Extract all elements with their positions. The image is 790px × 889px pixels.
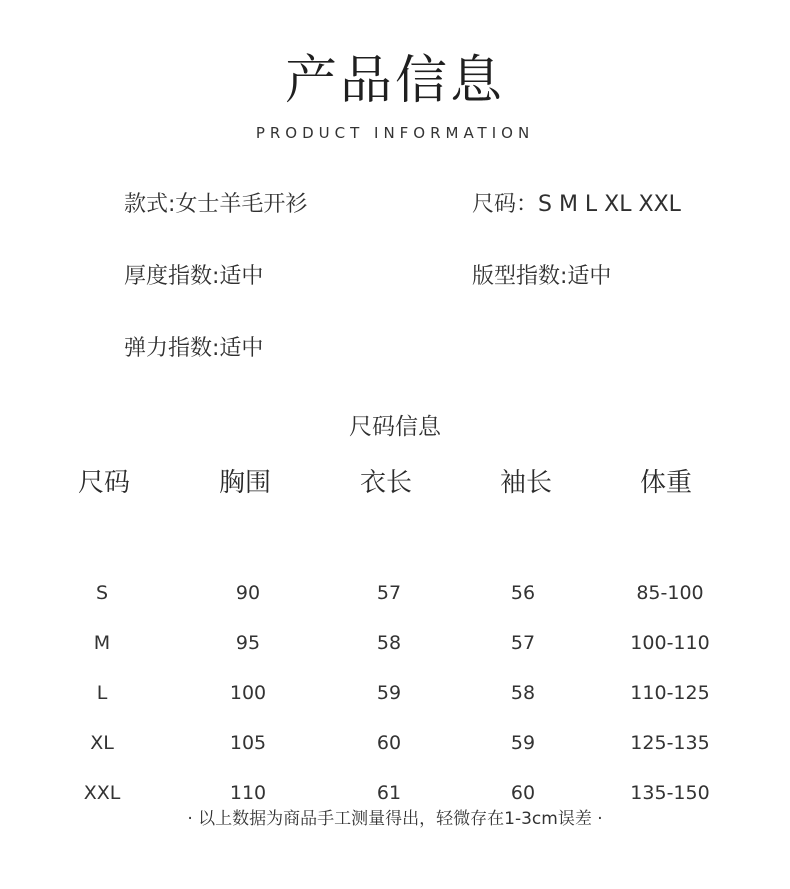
table-cell-length: 61 <box>376 782 402 804</box>
table-cell-sleeve: 60 <box>510 782 536 804</box>
table-cell-chest: 90 <box>235 582 261 604</box>
spec-elasticity: 弹力指数:适中 <box>124 336 264 361</box>
page-title: 产品信息 <box>284 51 505 111</box>
spec-thickness: 厚度指数:适中 <box>124 264 264 289</box>
table-cell-sleeve: 58 <box>510 682 536 704</box>
table-cell-length: 58 <box>376 632 402 654</box>
column-header-sleeve: 袖长 <box>499 468 553 498</box>
table-cell-length: 59 <box>376 682 402 704</box>
table-row <box>0 510 790 604</box>
table-cell-size: M <box>93 632 111 654</box>
spec-size: 尺码：S M L XL XXL <box>472 192 681 217</box>
size-table-title: 尺码信息 <box>349 414 441 440</box>
table-cell-length: 57 <box>376 582 402 604</box>
spec-fit: 版型指数:适中 <box>472 264 612 289</box>
table-cell-length: 60 <box>376 732 402 754</box>
table-cell-size: L <box>96 682 108 704</box>
table-cell-sleeve: 57 <box>510 632 536 654</box>
table-cell-weight: 100-110 <box>630 632 710 654</box>
table-cell-size: S <box>95 582 109 604</box>
column-header-weight: 体重 <box>639 468 693 498</box>
size-table-header-row <box>0 462 790 510</box>
table-row <box>0 560 790 654</box>
column-header-length: 衣长 <box>359 468 413 498</box>
measurement-note: · 以上数据为商品手工测量得出，轻微存在1-3cm误差 · <box>187 809 603 829</box>
size-table <box>0 462 790 804</box>
table-cell-weight: 135-150 <box>630 782 710 804</box>
table-cell-chest: 105 <box>229 732 267 754</box>
page-subtitle: PRODUCT INFORMATION <box>255 124 535 142</box>
table-cell-chest: 110 <box>229 782 267 804</box>
table-cell-chest: 100 <box>229 682 267 704</box>
table-cell-sleeve: 56 <box>510 582 536 604</box>
column-header-size: 尺码 <box>77 468 131 498</box>
table-cell-sleeve: 59 <box>510 732 536 754</box>
table-cell-weight: 125-135 <box>630 732 710 754</box>
table-row <box>0 660 790 754</box>
column-header-chest: 胸围 <box>218 468 272 498</box>
table-cell-weight: 110-125 <box>630 682 710 704</box>
table-cell-size: XL <box>90 732 114 754</box>
table-cell-size: XXL <box>83 782 121 804</box>
spec-style: 款式:女士羊毛开衫 <box>124 192 308 217</box>
table-cell-weight: 85-100 <box>636 582 704 604</box>
table-cell-chest: 95 <box>235 632 261 654</box>
table-row <box>0 710 790 804</box>
table-row <box>0 610 790 704</box>
